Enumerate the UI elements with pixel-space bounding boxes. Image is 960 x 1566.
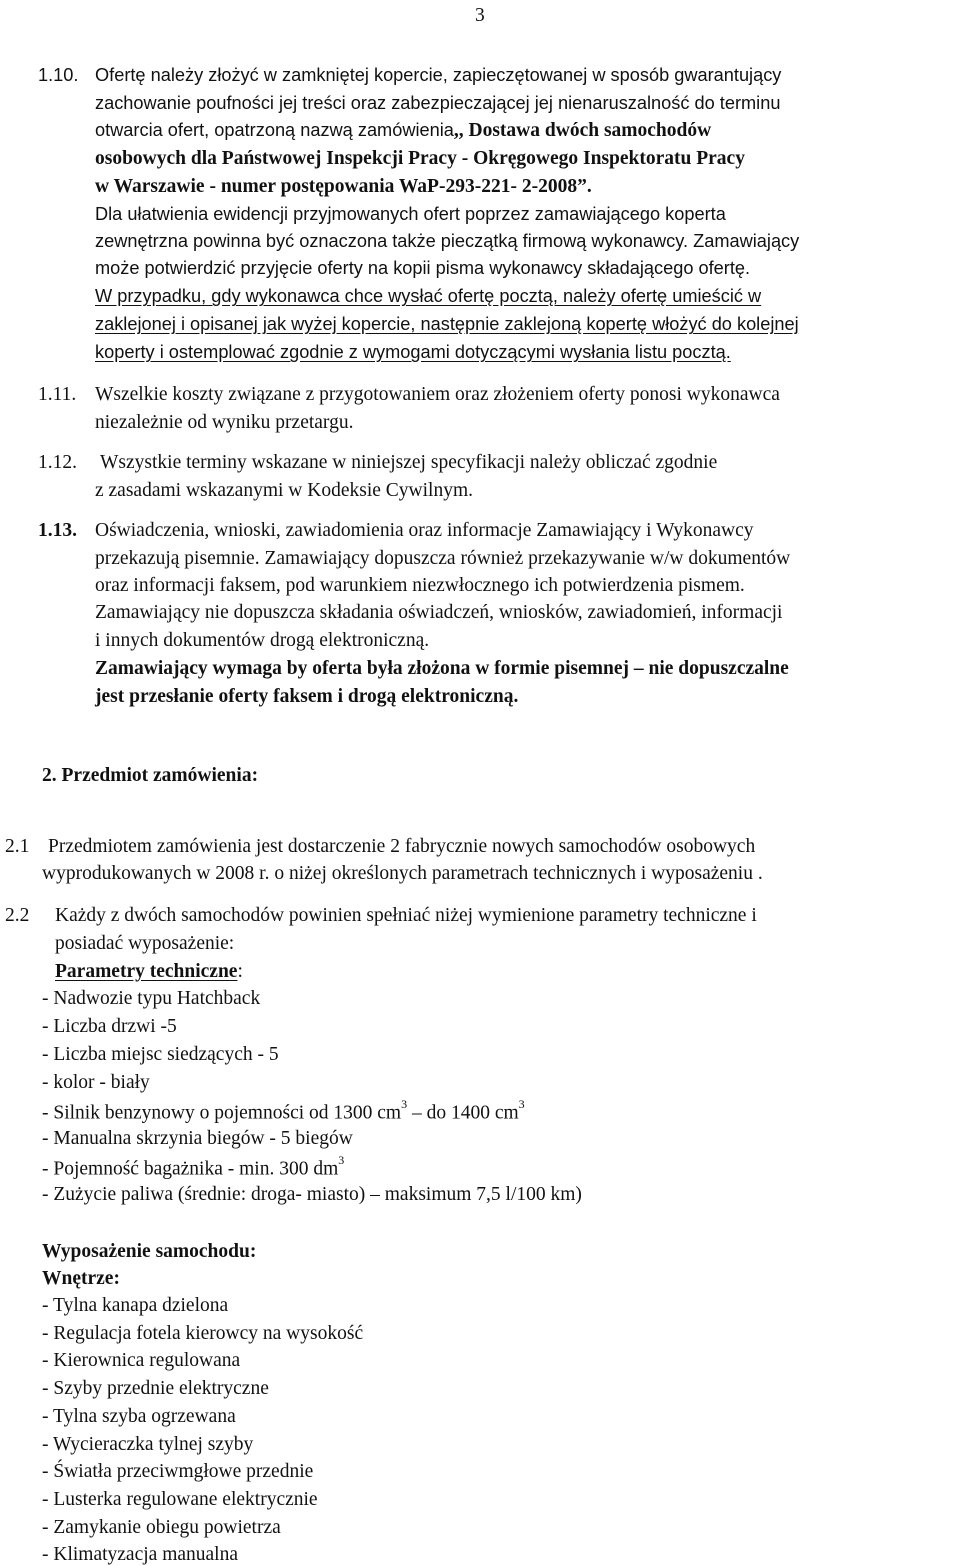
paragraph-line: zachowanie poufności jej treści oraz zabezpieczającej jej nienaruszalność do terminu xyxy=(95,93,781,113)
page-number: 3 xyxy=(475,5,485,26)
parameter-item: - Zużycie paliwa (średnie: droga- miasto) – maksimum 7,5 l/100 km) xyxy=(42,1184,582,1205)
paragraph-line: Oświadczenia, wnioski, zawiadomienia oraz informacje Zamawiający i Wykonawcy xyxy=(95,520,754,541)
engine-text: - Silnik benzynowy o pojemności od 1300 cm xyxy=(42,1102,402,1124)
parameter-item: - Manualna skrzynia biegów - 5 biegów xyxy=(42,1128,353,1149)
interior-item: - Szyby przednie elektryczne xyxy=(42,1378,269,1399)
paragraph-line: oraz informacji faksem, pod warunkiem niezwłocznego ich potwierdzenia pismem. xyxy=(95,575,745,596)
superscript: 3 xyxy=(338,1153,345,1167)
order-title: ,, Dostawa dwóch samochodów xyxy=(453,120,712,141)
paragraph-line: posiadać wyposażenie: xyxy=(55,933,235,954)
paragraph-line: wyprodukowanych w 2008 r. o niżej określonych parametrach technicznych i wyposażeniu . xyxy=(42,863,763,884)
superscript: 3 xyxy=(518,1097,525,1111)
paragraph-line: Każdy z dwóch samochodów powinien spełniać niżej wymienione parametry techniczne i xyxy=(55,905,757,926)
section-number: 1.10. xyxy=(38,65,79,85)
parameter-item: - kolor - biały xyxy=(42,1072,150,1093)
section-number: 2.2 xyxy=(5,905,30,926)
underlined-line: zaklejonej i opisanej jak wyżej kopercie, następnie zaklejoną kopertę włożyć do kolejnej xyxy=(95,314,799,334)
interior-item: - Wycieraczka tylnej szyby xyxy=(42,1434,254,1455)
parameter-item-trunk xyxy=(42,1153,345,1180)
paragraph-line: może potwierdzić przyjęcie oferty na kopii pisma wykonawcy składającego ofertę. xyxy=(95,258,751,278)
equipment-heading: Wyposażenie samochodu: xyxy=(42,1241,257,1262)
interior-item: - Regulacja fotela kierowcy na wysokość xyxy=(42,1323,364,1344)
parameters-heading xyxy=(55,962,243,982)
order-title-line: w Warszawie - numer postępowania WaP-293-221- 2-2008”. xyxy=(95,176,592,197)
section-number: 2.1 xyxy=(5,836,30,857)
interior-item: - Tylna szyba ogrzewana xyxy=(42,1406,236,1427)
parameter-item: - Liczba drzwi -5 xyxy=(42,1016,177,1037)
underlined-line: koperty i ostemplować zgodnie z wymogami dotyczącymi wysłania listu pocztą. xyxy=(95,342,731,362)
interior-item: - Lusterka regulowane elektrycznie xyxy=(42,1489,318,1510)
parameter-item: - Liczba miejsc siedzących - 5 xyxy=(42,1044,279,1065)
paragraph-line: i innych dokumentów drogą elektroniczną. xyxy=(95,630,430,651)
section-number: 1.13. xyxy=(38,520,77,541)
interior-item: - Światła przeciwmgłowe przednie xyxy=(42,1461,314,1482)
interior-item: - Zamykanie obiegu powietrza xyxy=(42,1517,281,1538)
parameter-item-engine xyxy=(42,1097,525,1124)
paragraph-line: z zasadami wskazanymi w Kodeksie Cywilnym. xyxy=(95,480,473,501)
trunk-text: - Pojemność bagażnika - min. 300 dm xyxy=(42,1158,339,1180)
bold-notice-line: Zamawiający wymaga by oferta była złożona w formie pisemnej – nie dopuszczalne xyxy=(95,658,789,679)
paragraph-line: Wszelkie koszty związane z przygotowaniem oraz złożeniem oferty ponosi wykonawca xyxy=(95,384,780,405)
paragraph-line: niezależnie od wyniku przetargu. xyxy=(95,412,354,433)
paragraph-text: otwarcia ofert, opatrzoną nazwą zamówienia xyxy=(95,120,454,140)
section-number: 1.11. xyxy=(38,384,77,405)
parameters-heading-text: Parametry techniczne xyxy=(55,961,238,982)
paragraph-line xyxy=(95,121,711,141)
interior-heading: Wnętrze: xyxy=(42,1268,120,1289)
paragraph-line: Wszystkie terminy wskazane w niniejszej specyfikacji należy obliczać zgodnie xyxy=(100,452,718,473)
paragraph-line: zewnętrzna powinna być oznaczona także pieczątką firmową wykonawcy. Zamawiający xyxy=(95,231,800,251)
section-number: 1.12. xyxy=(38,452,77,473)
bold-notice-line: jest przesłanie oferty faksem i drogą elektroniczną. xyxy=(95,686,519,707)
parameters-heading-colon: : xyxy=(237,961,243,982)
paragraph-line: przekazują pisemnie. Zamawiający dopuszcza również przekazywanie w/w dokumentów xyxy=(95,548,791,569)
engine-text: – do 1400 cm xyxy=(407,1102,519,1124)
paragraph-line: Dla ułatwienia ewidencji przyjmowanych ofert poprzez zamawiającego koperta xyxy=(95,204,726,224)
parameter-item: - Nadwozie typu Hatchback xyxy=(42,988,261,1009)
underlined-line: W przypadku, gdy wykonawca chce wysłać ofertę pocztą, należy ofertę umieścić w xyxy=(95,286,762,306)
interior-item: - Tylna kanapa dzielona xyxy=(42,1295,229,1316)
paragraph-line: Ofertę należy złożyć w zamkniętej kopercie, zapieczętowanej w sposób gwarantujący xyxy=(95,65,782,85)
paragraph-line: Przedmiotem zamówienia jest dostarczenie 2 fabrycznie nowych samochodów osobowych xyxy=(48,836,756,857)
interior-item: - Kierownica regulowana xyxy=(42,1350,241,1371)
paragraph-line: Zamawiający nie dopuszcza składania oświadczeń, wniosków, zawiadomień, informacji xyxy=(95,602,783,623)
section-2-heading: 2. Przedmiot zamówienia: xyxy=(42,765,259,786)
superscript: 3 xyxy=(401,1097,408,1111)
interior-item: - Klimatyzacja manualna xyxy=(42,1544,238,1565)
order-title-line: osobowych dla Państwowej Inspekcji Pracy - Okręgowego Inspektoratu Pracy xyxy=(95,148,745,169)
